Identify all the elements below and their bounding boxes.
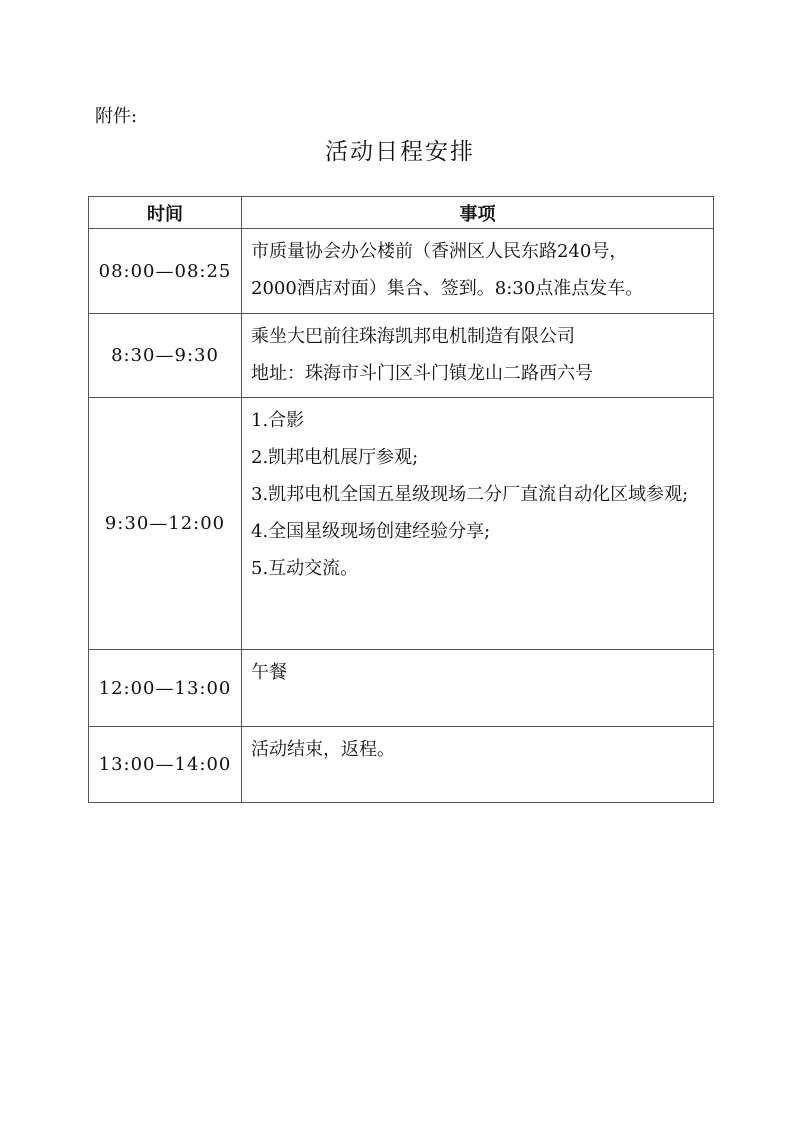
table-header-row [89,197,714,229]
row-time: 8:30—9:30 [89,314,242,398]
header-items: 事项 [242,197,714,229]
schedule-table [88,196,714,803]
item-line: 3.凯邦电机全国五星级现场二分厂直流自动化区域参观; [251,484,689,505]
item-line: 市质量协会办公楼前（香洲区人民东路240号， [251,241,628,262]
row-items [242,398,714,650]
attachment-label: 附件: [95,106,138,127]
item-line: 4.全国星级现场创建经验分享; [251,521,491,542]
row-items [242,314,714,398]
item-line: 2000酒店对面）集合、签到。8:30点准点发车。 [251,278,644,299]
item-line: 1.合影 [251,410,305,431]
row-time: 08:00—08:25 [89,229,242,314]
table-row [89,398,714,650]
table-row [89,229,714,314]
row-items [242,650,714,727]
header-time: 时间 [89,197,242,229]
table-row [89,727,714,803]
page-title: 活动日程安排 [325,139,475,165]
item-line: 活动结束，返程。 [251,739,395,760]
item-line: 2.凯邦电机展厅参观; [251,447,419,468]
row-time: 12:00—13:00 [89,650,242,727]
table-row [89,314,714,398]
item-line: 5.互动交流。 [251,558,359,579]
row-items [242,727,714,803]
item-line: 午餐 [251,662,287,683]
table-row [89,650,714,727]
row-items [242,229,714,314]
row-time: 13:00—14:00 [89,727,242,803]
row-time: 9:30—12:00 [89,398,242,650]
item-line: 地址：珠海市斗门区斗门镇龙山二路西六号 [251,363,593,384]
item-line: 乘坐大巴前往珠海凯邦电机制造有限公司 [251,326,575,347]
